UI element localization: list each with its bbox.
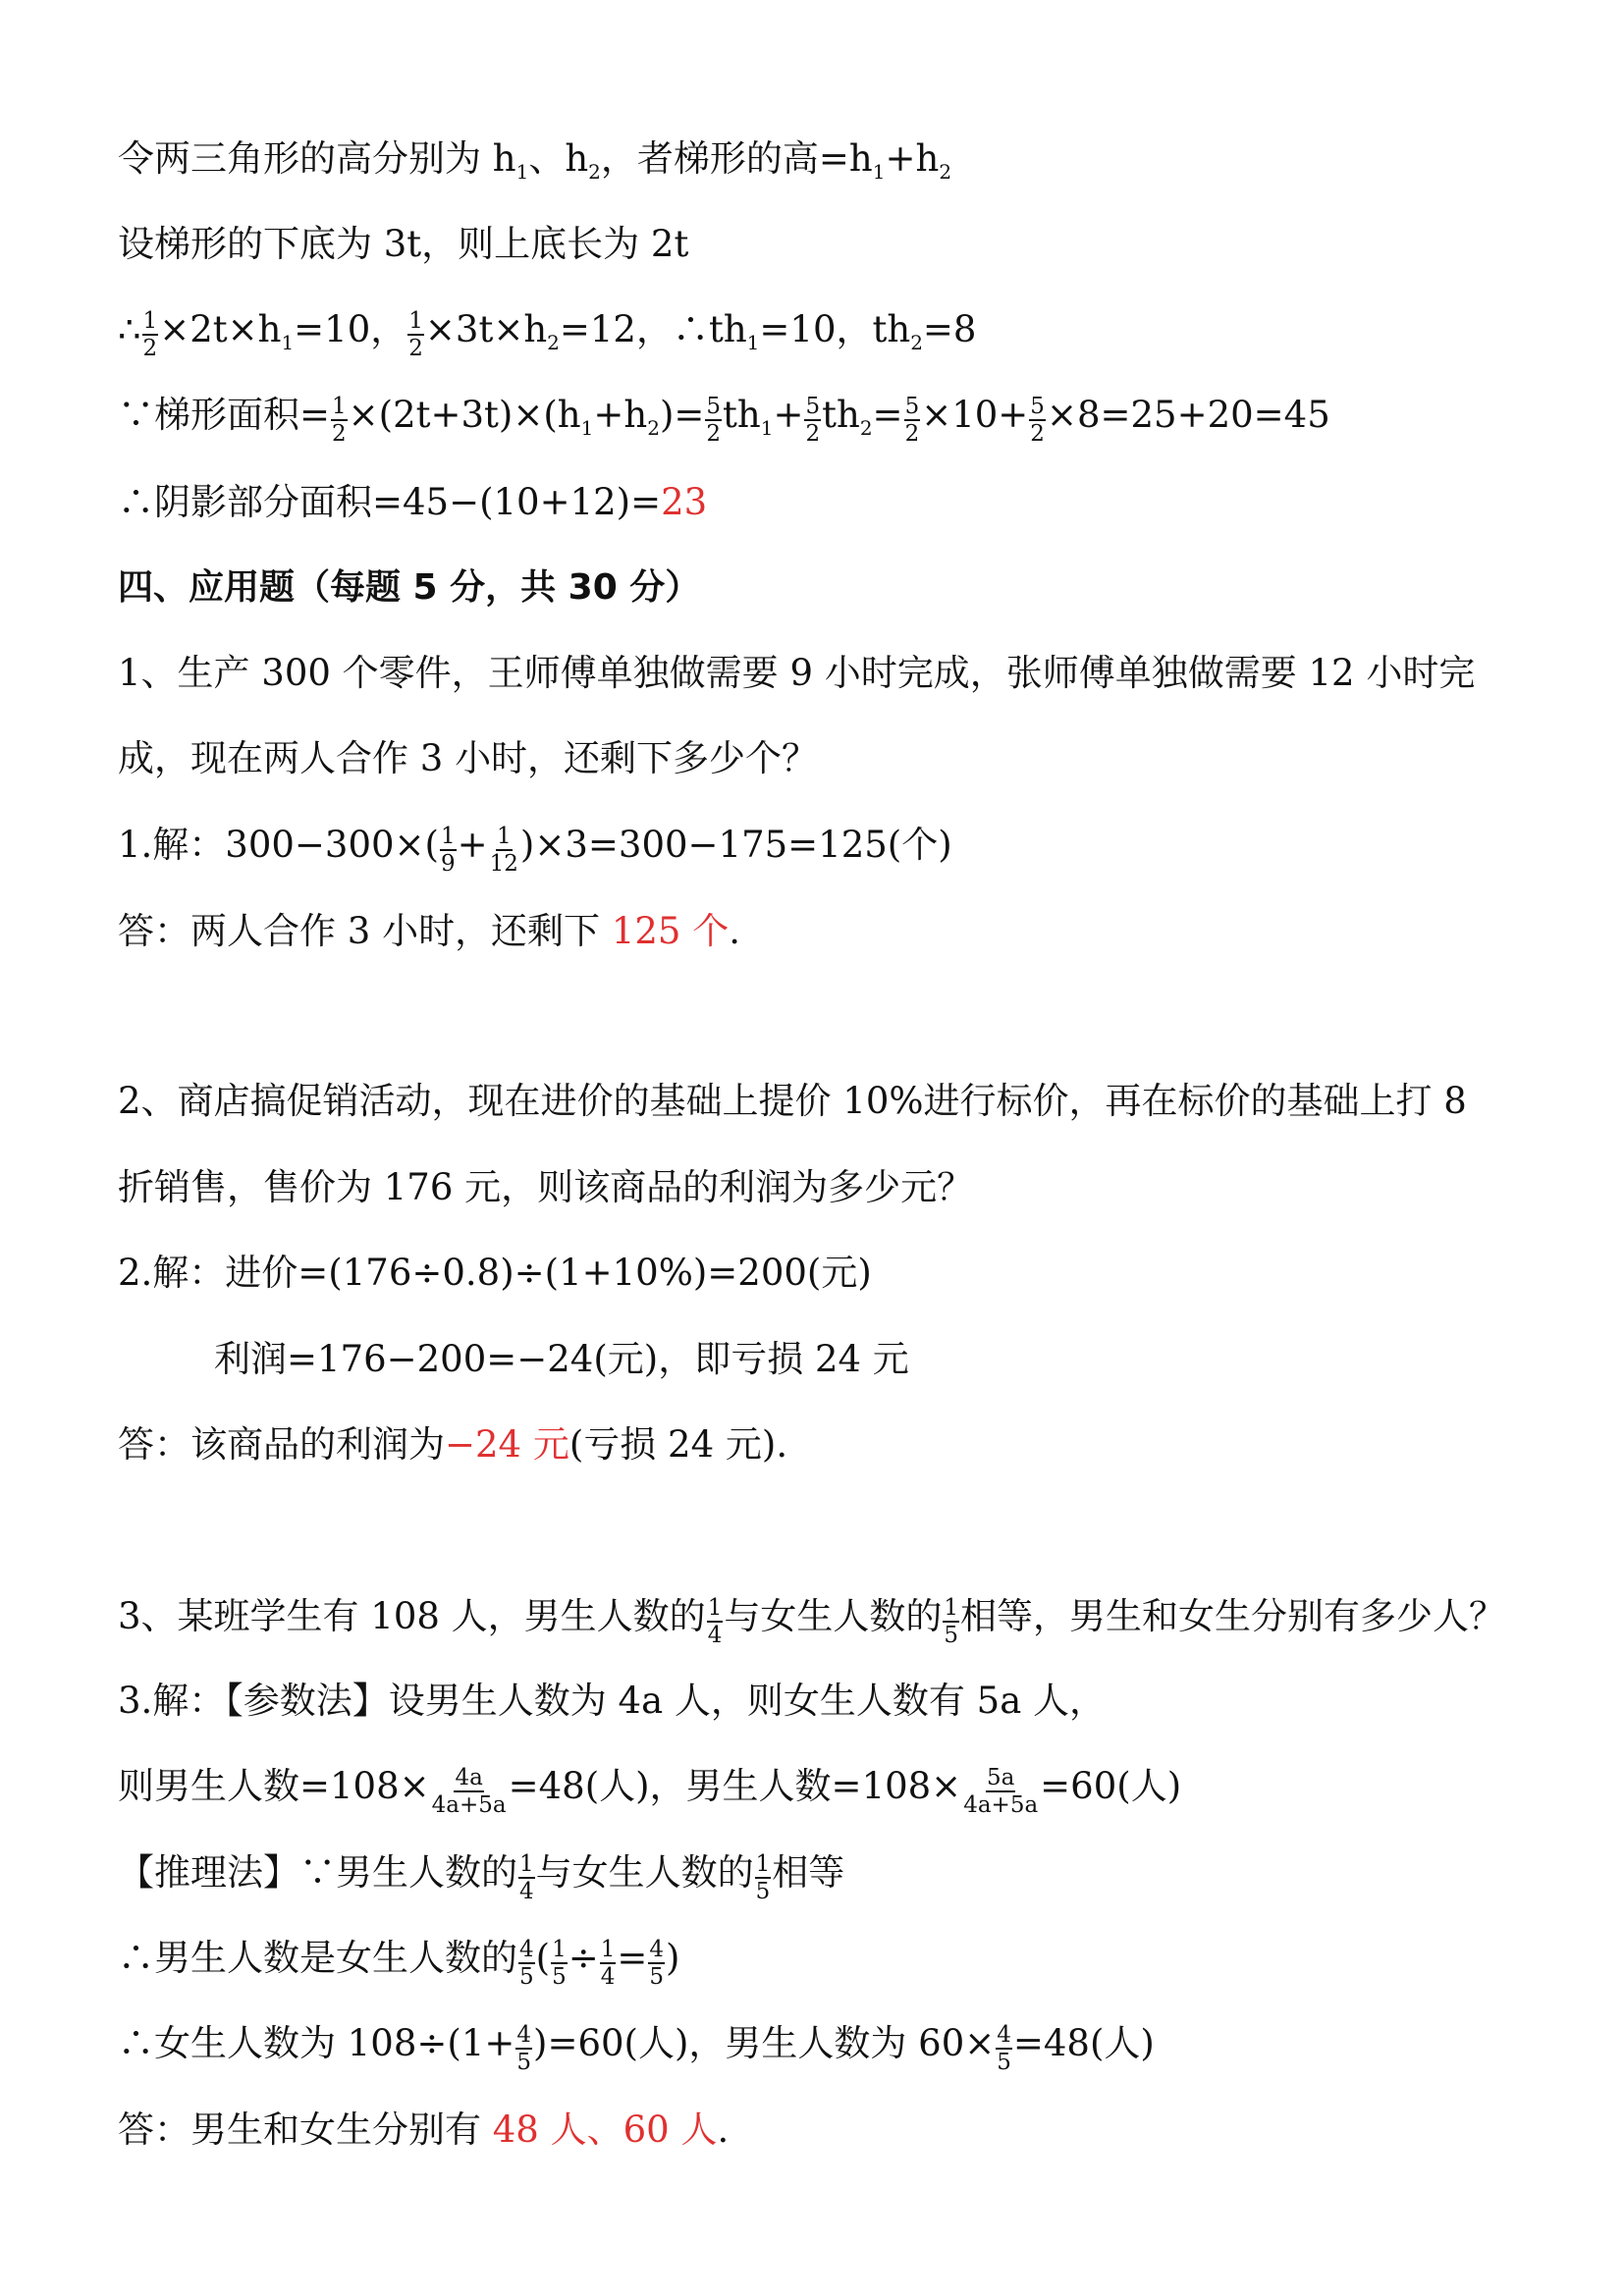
trapezoid-height-line bbox=[118, 134, 951, 196]
text: th bbox=[822, 394, 860, 436]
q2-answer bbox=[118, 1420, 787, 1469]
text: . bbox=[717, 2109, 730, 2151]
fraction: $\frac{4}{5}$ bbox=[997, 2021, 1011, 2075]
text: 与女生人数的 bbox=[724, 1595, 943, 1637]
text: 令两三角形的高分别为 h bbox=[118, 137, 516, 180]
fraction: $\frac{1}{4}$ bbox=[707, 1594, 723, 1648]
text: ×10+ bbox=[921, 394, 1029, 436]
text: 则男生人数=108× bbox=[118, 1765, 430, 1807]
subscript: 1 bbox=[281, 331, 295, 354]
q3-solution-line1: 3.解：【参数法】设男生人数为 4a 人，则女生人数有 5a 人， bbox=[118, 1680, 1107, 1722]
fraction: $\frac{1}{5}$ bbox=[552, 1936, 567, 1990]
text: =10， bbox=[294, 308, 407, 350]
q2-solution-line1: 2.解：进价=(176÷0.8)÷(1+10%)=200(元) bbox=[118, 1252, 872, 1294]
fraction: $\frac{1}{12}$ bbox=[489, 823, 518, 877]
subscript: 2 bbox=[647, 416, 660, 440]
q1-statement-line1: 1、生产 300 个零件，王师傅单独做需要 9 小时完成，张师傅单独做需要 12 小时完 bbox=[118, 652, 1476, 694]
fraction: $\frac{4}{5}$ bbox=[519, 1936, 534, 1990]
text: = bbox=[872, 394, 903, 436]
answer-highlight: 23 bbox=[661, 481, 708, 523]
text: ∴男生人数是女生人数的 bbox=[118, 1937, 517, 1979]
triangle-area-equation bbox=[118, 305, 976, 367]
q3-solution-line4 bbox=[118, 1934, 679, 1988]
subscript: 2 bbox=[939, 160, 952, 184]
text: ) bbox=[666, 1937, 680, 1979]
text: =60(人) bbox=[1040, 1765, 1182, 1807]
fraction: $\frac{4}{5}$ bbox=[516, 2021, 532, 2075]
q3-solution-line2 bbox=[118, 1762, 1181, 1816]
subscript: 1 bbox=[515, 160, 529, 184]
text: 答：两人合作 3 小时，还剩下 bbox=[118, 910, 612, 952]
text: . bbox=[729, 910, 740, 952]
text: 与女生人数的 bbox=[535, 1851, 754, 1894]
section-heading: 四、应用题（每题 5 分，共 30 分） bbox=[118, 567, 701, 608]
subscript: 1 bbox=[872, 160, 886, 184]
text: =48(人)，男生人数=108× bbox=[508, 1765, 962, 1807]
fraction: $\frac{1}{5}$ bbox=[944, 1594, 958, 1648]
fraction: $\frac{5}{2}$ bbox=[904, 393, 920, 447]
text: =8 bbox=[922, 308, 977, 350]
fraction: $\frac{5}{2}$ bbox=[805, 393, 821, 447]
text: ×2t×h bbox=[159, 308, 282, 350]
subscript: 2 bbox=[859, 416, 873, 440]
fraction: $\frac{5}{2}$ bbox=[706, 393, 722, 447]
q3-answer bbox=[118, 2106, 729, 2155]
text: 答：男生和女生分别有 bbox=[118, 2109, 493, 2151]
text: ×8=25+20=45 bbox=[1046, 394, 1330, 436]
q3-solution-line5 bbox=[118, 2019, 1155, 2073]
base-assumption-line bbox=[118, 220, 688, 269]
text: 3、某班学生有 108 人，男生人数的 bbox=[118, 1595, 706, 1637]
text: ÷ bbox=[568, 1937, 599, 1979]
subscript: 1 bbox=[746, 331, 760, 354]
text: 、h bbox=[528, 137, 589, 180]
q2-solution-line2: 利润=176−200=−24(元)，即亏损 24 元 bbox=[214, 1338, 909, 1380]
fraction: $\frac{1}{2}$ bbox=[408, 307, 423, 361]
text: ∵梯形面积= bbox=[118, 394, 331, 436]
shaded-area-result bbox=[118, 478, 707, 527]
fraction: $\frac{4}{5}$ bbox=[649, 1936, 665, 1990]
fraction: $\frac{1}{4}$ bbox=[600, 1936, 616, 1990]
fraction: $\frac{1}{5}$ bbox=[755, 1850, 771, 1904]
text: = bbox=[617, 1937, 648, 1979]
text: ，者梯形的高=h bbox=[600, 137, 873, 180]
q3-solution-line3 bbox=[118, 1848, 844, 1902]
text: ×(2t+3t)×(h bbox=[348, 394, 581, 436]
text: =10，th bbox=[759, 308, 911, 350]
subscript: 2 bbox=[910, 331, 923, 354]
text: +h bbox=[593, 394, 648, 436]
text: 答：该商品的利润为 bbox=[118, 1423, 445, 1466]
text: =48(人) bbox=[1012, 2022, 1155, 2064]
text: +h bbox=[885, 137, 940, 180]
text: =12，∴th bbox=[559, 308, 747, 350]
subscript: 1 bbox=[580, 416, 594, 440]
text: ∴女生人数为 108÷(1+ bbox=[118, 2022, 515, 2064]
text: ( bbox=[535, 1937, 551, 1979]
text: 1.解：300−300×( bbox=[118, 824, 439, 866]
q1-solution bbox=[118, 821, 952, 875]
text: th bbox=[723, 394, 761, 436]
text: (亏损 24 元). bbox=[568, 1423, 788, 1466]
text: 【推理法】∵男生人数的 bbox=[118, 1851, 517, 1894]
answer-highlight: 125 个 bbox=[611, 910, 730, 952]
text: 相等，男生和女生分别有多少人？ bbox=[959, 1595, 1505, 1637]
fraction: $\frac{1}{2}$ bbox=[332, 393, 347, 447]
subscript: 2 bbox=[588, 160, 601, 184]
text: ∴阴影部分面积=45−(10+12)= bbox=[118, 481, 662, 523]
q2-statement-line2: 折销售，售价为 176 元，则该商品的利润为多少元？ bbox=[118, 1166, 974, 1208]
fraction: $\frac{5}{2}$ bbox=[1030, 393, 1045, 447]
q2-statement-line1: 2、商店搞促销活动，现在进价的基础上提价 10%进行标价，再在标价的基础上打 8 bbox=[118, 1080, 1467, 1122]
text: 相等 bbox=[772, 1851, 845, 1894]
fraction: $\frac{1}{9}$ bbox=[440, 823, 456, 877]
subscript: 2 bbox=[547, 331, 560, 354]
text: )= bbox=[659, 394, 705, 436]
text: ∴ bbox=[118, 308, 141, 350]
text: + bbox=[773, 394, 804, 436]
q3-statement bbox=[118, 1592, 1505, 1646]
q1-statement-line2: 成，现在两人合作 3 小时，还剩下多少个？ bbox=[118, 737, 819, 779]
fraction: $\frac{4a}{4a+5a}$ bbox=[431, 1764, 507, 1818]
answer-highlight: −24 元 bbox=[445, 1423, 569, 1466]
fraction: $\frac{1}{2}$ bbox=[142, 307, 158, 361]
answer-highlight: 48 人、60 人 bbox=[492, 2109, 718, 2151]
q1-answer bbox=[118, 907, 740, 956]
text: + bbox=[457, 824, 488, 866]
text: )=60(人)，男生人数为 60× bbox=[533, 2022, 996, 2064]
trapezoid-area-equation bbox=[118, 391, 1330, 453]
subscript: 1 bbox=[760, 416, 774, 440]
text: )×3=300−175=125(个) bbox=[519, 824, 952, 866]
text: 设梯形的下底为 3t，则上底长为 2t bbox=[118, 223, 689, 265]
fraction: $\frac{5a}{4a+5a}$ bbox=[963, 1764, 1039, 1818]
text: ×3t×h bbox=[424, 308, 548, 350]
fraction: $\frac{1}{4}$ bbox=[519, 1850, 534, 1904]
